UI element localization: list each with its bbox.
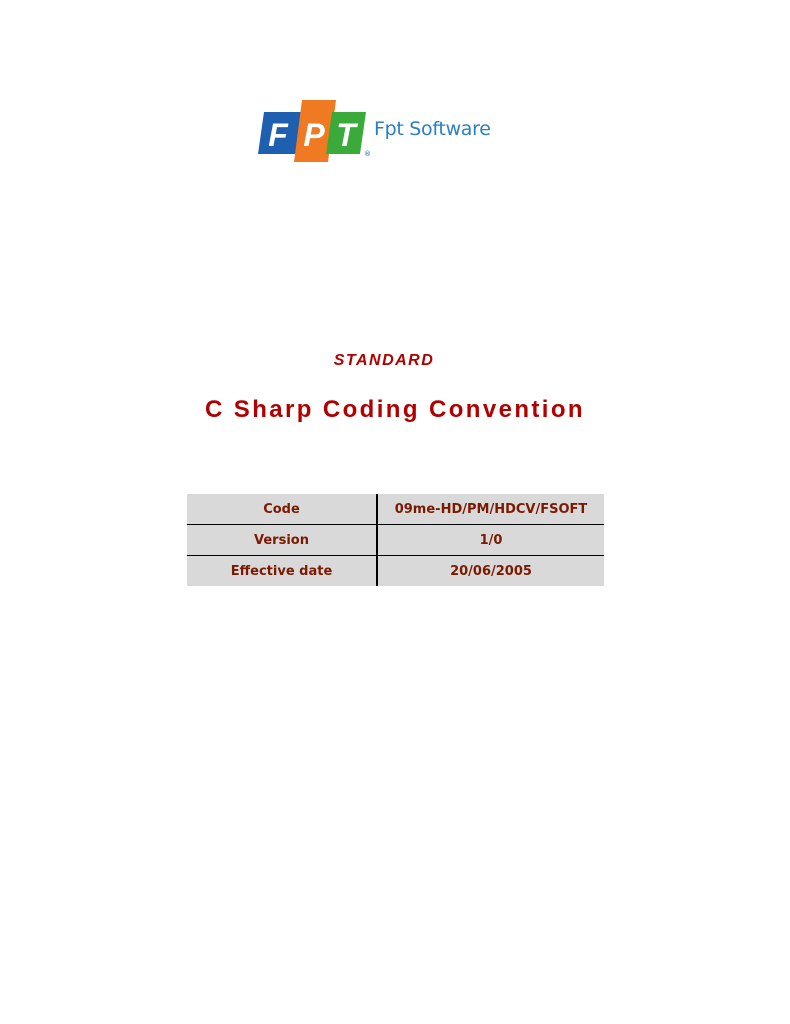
table-row [187,494,604,525]
logo-letter-t: T [336,117,356,153]
logo-letter-f: F [268,117,288,153]
company-name: Fpt Software [374,118,491,140]
document-type: STANDARD [333,352,435,369]
table-row [187,556,604,587]
version-label: Version [187,525,377,556]
fpt-software-logo [258,98,498,166]
table-row [187,525,604,556]
logo-registered-mark: ® [364,150,371,158]
effective-date-label: Effective date [187,556,377,587]
fpt-logo-mark [258,98,370,166]
logo-letter-p: P [303,117,325,153]
code-value: 09me-HD/PM/HDCV/FSOFT [377,494,604,525]
effective-date-value: 20/06/2005 [377,556,604,587]
code-label: Code [187,494,377,525]
document-info-table [187,494,604,586]
document-title: C Sharp Coding Convention [205,396,585,423]
version-value: 1/0 [377,525,604,556]
